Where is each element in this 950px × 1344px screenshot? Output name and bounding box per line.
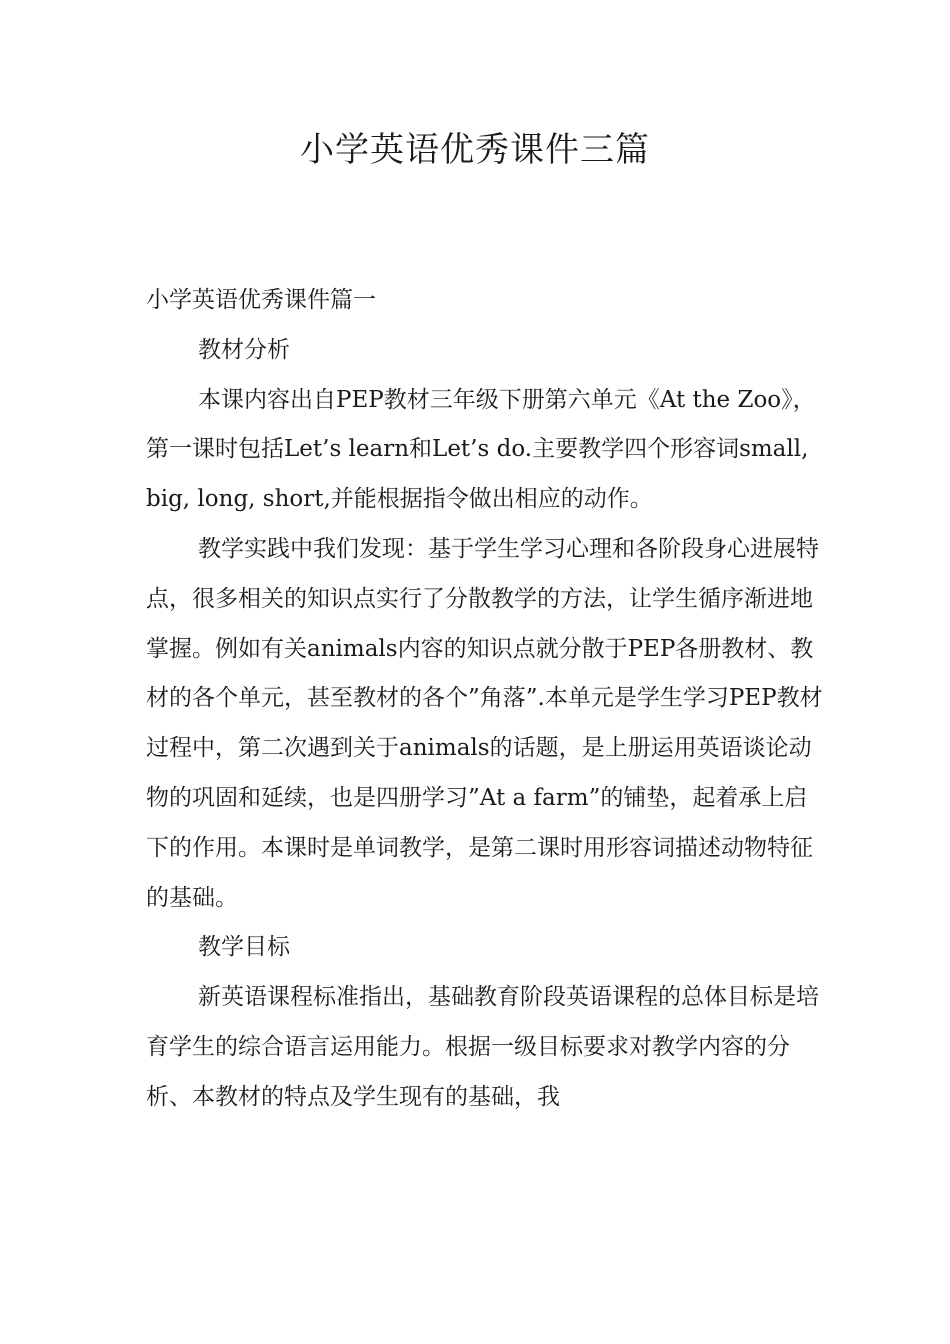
paragraph-1: 本课内容出自PEP教材三年级下册第六单元《At the Zoo》，第一课时包括Let’s learn和Let’s do.主要教学四个形容词small, big, long, short,并能根据指令做出相应的动作。 [146, 386, 816, 513]
document-body [146, 276, 826, 1123]
subheading-goals: 教学目标 [198, 934, 290, 961]
subheading-analysis: 教材分析 [198, 336, 290, 363]
paragraph-3: 新英语课程标准指出，基础教育阶段英语课程的总体目标是培育学生的综合语言运用能力。根据一级目标要求对教学内容的分析、本教材的特点及学生现有的基础，我 [146, 984, 819, 1110]
paragraph-2: 教学实践中我们发现：基于学生学习心理和各阶段身心进展特点，很多相关的知识点实行了分散教学的方法，让学生循序渐进地掌握。例如有关animals内容的知识点就分散于PEP各册教材、教材的各个单元，甚至教材的各个”角落”.本单元是学生学习PEP教材过程中，第二次遇到关于animals的话题，是上册运用英语谈论动物的巩固和延续，也是四册学习”At a farm”的铺垫，起着承上启下的作用。本课时是单词教学，是第二课时用形容词描述动物特征的基础。 [146, 535, 823, 911]
document-title: 小学英语优秀课件三篇 [300, 130, 650, 170]
section-heading: 小学英语优秀课件篇一 [146, 287, 376, 313]
